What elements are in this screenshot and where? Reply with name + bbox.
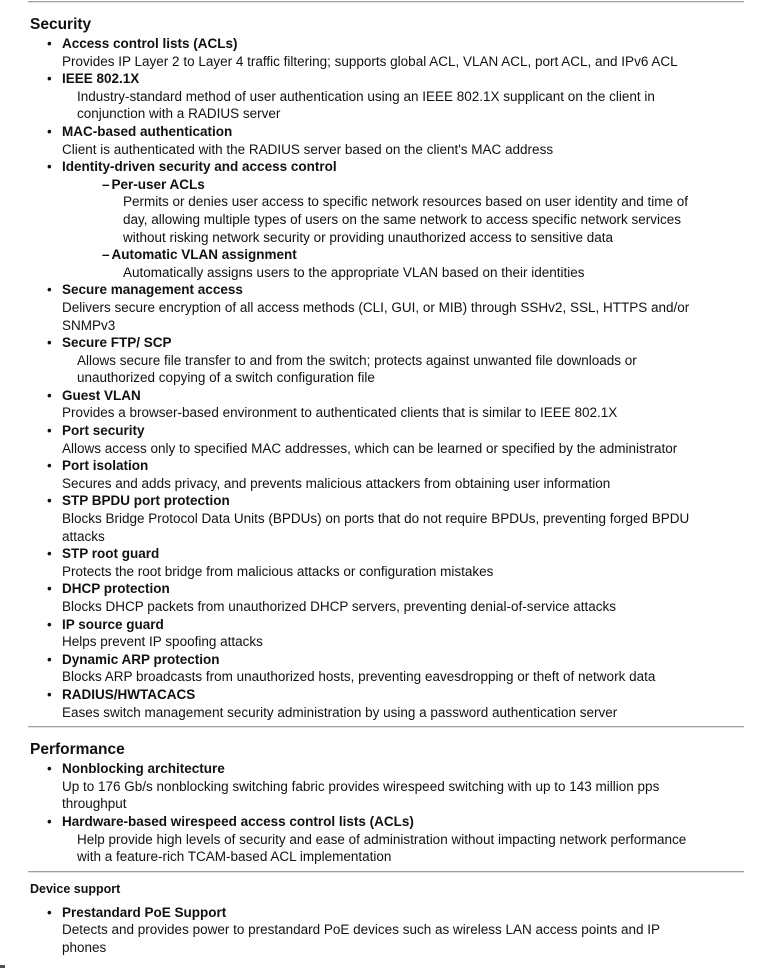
section-heading: Security bbox=[30, 16, 92, 33]
term-row bbox=[47, 281, 781, 299]
bullet-icon: • bbox=[47, 761, 52, 777]
sub-desc-line: without risking network security or providing unauthorized access to sensitive data bbox=[123, 229, 613, 245]
list-item bbox=[30, 651, 781, 686]
bullet-icon: • bbox=[47, 813, 52, 829]
list-item bbox=[30, 387, 781, 422]
desc-line: Delivers secure encryption of all access methods (CLI, GUI, or MIB) through SSHv2, SSL, HTTPS and/or bbox=[62, 299, 690, 315]
list-item bbox=[30, 492, 781, 545]
bullet-icon: • bbox=[47, 282, 52, 298]
term-label: RADIUS/HWTACACS bbox=[62, 686, 196, 702]
sub-term-row bbox=[102, 176, 781, 194]
desc-line: Detects and provides power to prestandard PoE devices such as wireless LAN access points and IP bbox=[62, 922, 661, 938]
sub-desc-line: Automatically assigns users to the appropriate VLAN based on their identities bbox=[123, 264, 585, 280]
bullet-icon: • bbox=[47, 493, 52, 509]
term-row bbox=[47, 334, 781, 352]
term-row bbox=[47, 123, 781, 141]
term-row bbox=[47, 387, 781, 405]
bullet-icon: • bbox=[47, 423, 52, 439]
desc-line: Blocks ARP broadcasts from unauthorized hosts, preventing eavesdropping or theft of network data bbox=[62, 669, 656, 685]
section-security bbox=[0, 1, 781, 721]
term-label: IEEE 802.1X bbox=[62, 71, 140, 87]
section-divider bbox=[28, 726, 744, 728]
desc-line: conjunction with a RADIUS server bbox=[77, 106, 281, 122]
section-divider bbox=[28, 871, 744, 873]
desc-line: Allows secure file transfer to and from the switch; protects against unwanted file downloads or bbox=[77, 352, 637, 368]
sub-bullet-icon: – bbox=[102, 176, 110, 192]
document-body bbox=[0, 1, 781, 957]
term-label: Nonblocking architecture bbox=[62, 761, 225, 777]
term-row bbox=[47, 158, 781, 176]
term-row bbox=[47, 457, 781, 475]
list-item bbox=[30, 35, 781, 70]
list-item bbox=[30, 580, 781, 615]
datasheet-page bbox=[0, 1, 781, 969]
term-label: Guest VLAN bbox=[62, 387, 141, 403]
term-label: STP BPDU port protection bbox=[62, 493, 230, 509]
bullet-icon: • bbox=[47, 387, 52, 403]
list-item bbox=[30, 422, 781, 457]
list-item bbox=[30, 334, 781, 387]
bullet-icon: • bbox=[47, 458, 52, 474]
bullet-icon: • bbox=[47, 71, 52, 87]
term-label: IP source guard bbox=[62, 616, 164, 632]
desc-line: throughput bbox=[62, 796, 127, 812]
desc-line: Provides IP Layer 2 to Layer 4 traffic filtering; supports global ACL, VLAN ACL, port ACL, and IPv6 ACL bbox=[62, 53, 678, 69]
list-item bbox=[30, 123, 781, 158]
term-label: Port isolation bbox=[62, 458, 149, 474]
desc-line: unauthorized copying of a switch configuration file bbox=[77, 370, 375, 386]
list-item bbox=[30, 904, 781, 957]
list-item bbox=[30, 457, 781, 492]
bullet-icon: • bbox=[47, 581, 52, 597]
term-label: Identity-driven security and access control bbox=[62, 159, 337, 175]
desc-line: Provides a browser-based environment to authenticated clients that is similar to IEEE 802.1X bbox=[62, 405, 618, 421]
term-label: Secure management access bbox=[62, 282, 243, 298]
desc-line: Eases switch management security administration by using a password authentication server bbox=[62, 704, 618, 720]
desc-line: Blocks Bridge Protocol Data Units (BPDUs) on ports that do not require BPDUs, preventing forged BPDU bbox=[62, 511, 690, 527]
section-heading: Device support bbox=[30, 881, 121, 896]
desc-line: Protects the root bridge from malicious attacks or configuration mistakes bbox=[62, 563, 494, 579]
term-row bbox=[47, 904, 781, 922]
term-row bbox=[47, 580, 781, 598]
list-item bbox=[30, 686, 781, 721]
sub-desc-line: Permits or denies user access to specific network resources based on user identity and time of bbox=[123, 194, 689, 210]
term-row bbox=[47, 492, 781, 510]
term-row bbox=[47, 616, 781, 634]
desc-line: Help provide high levels of security and ease of administration without impacting network performance bbox=[77, 831, 687, 847]
bullet-icon: • bbox=[47, 651, 52, 667]
term-label: STP root guard bbox=[62, 546, 160, 562]
term-row bbox=[47, 35, 781, 53]
bullet-icon: • bbox=[47, 36, 52, 51]
term-row bbox=[47, 686, 781, 704]
term-row bbox=[47, 70, 781, 88]
bullet-icon: • bbox=[47, 335, 52, 351]
term-label: Hardware-based wirespeed access control lists (ACLs) bbox=[62, 813, 414, 829]
bullet-icon: • bbox=[47, 904, 52, 920]
term-row bbox=[47, 422, 781, 440]
sub-term-label: Per-user ACLs bbox=[111, 176, 205, 192]
desc-line: Allows access only to specified MAC addresses, which can be learned or specified by the administrator bbox=[62, 440, 678, 456]
term-row bbox=[47, 760, 781, 778]
desc-line: Up to 176 Gb/s nonblocking switching fabric provides wirespeed switching with up to 143 million pps bbox=[62, 778, 660, 794]
desc-line: phones bbox=[62, 939, 107, 955]
desc-line: attacks bbox=[62, 528, 105, 544]
term-label: DHCP protection bbox=[62, 581, 170, 597]
term-label: Secure FTP/ SCP bbox=[62, 335, 172, 351]
sub-desc-line: day, allowing multiple types of users on the same network to access specific network services bbox=[123, 211, 681, 227]
feature-list bbox=[30, 35, 781, 721]
term-label: Port security bbox=[62, 423, 145, 439]
sub-list-item bbox=[62, 246, 781, 281]
feature-list bbox=[30, 760, 781, 866]
list-item bbox=[30, 70, 781, 123]
desc-line: Blocks DHCP packets from unauthorized DHCP servers, preventing denial-of-service attacks bbox=[62, 599, 616, 614]
desc-line: with a feature-rich TCAM-based ACL implementation bbox=[77, 849, 392, 865]
list-item bbox=[30, 616, 781, 651]
sub-bullet-icon: – bbox=[102, 247, 110, 263]
term-row bbox=[47, 651, 781, 669]
desc-line: Client is authenticated with the RADIUS server based on the client's MAC address bbox=[62, 141, 554, 157]
list-item bbox=[30, 158, 781, 281]
term-row bbox=[47, 545, 781, 563]
list-item bbox=[30, 545, 781, 580]
term-label: MAC-based authentication bbox=[62, 123, 233, 139]
list-item bbox=[30, 813, 781, 866]
list-item bbox=[30, 760, 781, 813]
bullet-icon: • bbox=[47, 159, 52, 175]
sub-term-label: Automatic VLAN assignment bbox=[111, 247, 297, 263]
bullet-icon: • bbox=[47, 616, 52, 632]
term-row bbox=[47, 813, 781, 831]
desc-line: SNMPv3 bbox=[62, 317, 116, 333]
section-heading: Performance bbox=[30, 741, 125, 759]
bullet-icon: • bbox=[47, 546, 52, 562]
section-divider bbox=[28, 1, 744, 3]
term-label: Dynamic ARP protection bbox=[62, 651, 220, 667]
list-item bbox=[30, 281, 781, 334]
feature-list bbox=[30, 904, 781, 957]
sub-term-row bbox=[102, 246, 781, 264]
section-performance bbox=[0, 726, 781, 866]
term-label: Access control lists (ACLs) bbox=[62, 36, 238, 51]
section-device-support bbox=[0, 871, 781, 957]
bullet-icon: • bbox=[47, 123, 52, 139]
sub-list-item bbox=[62, 176, 781, 246]
bullet-icon: • bbox=[47, 686, 52, 702]
desc-line: Industry-standard method of user authentication using an IEEE 802.1X supplicant on the client in bbox=[77, 88, 655, 104]
term-label: Prestandard PoE Support bbox=[62, 904, 227, 920]
desc-line: Helps prevent IP spoofing attacks bbox=[62, 634, 263, 650]
desc-line: Secures and adds privacy, and prevents malicious attackers from obtaining user information bbox=[62, 475, 611, 491]
